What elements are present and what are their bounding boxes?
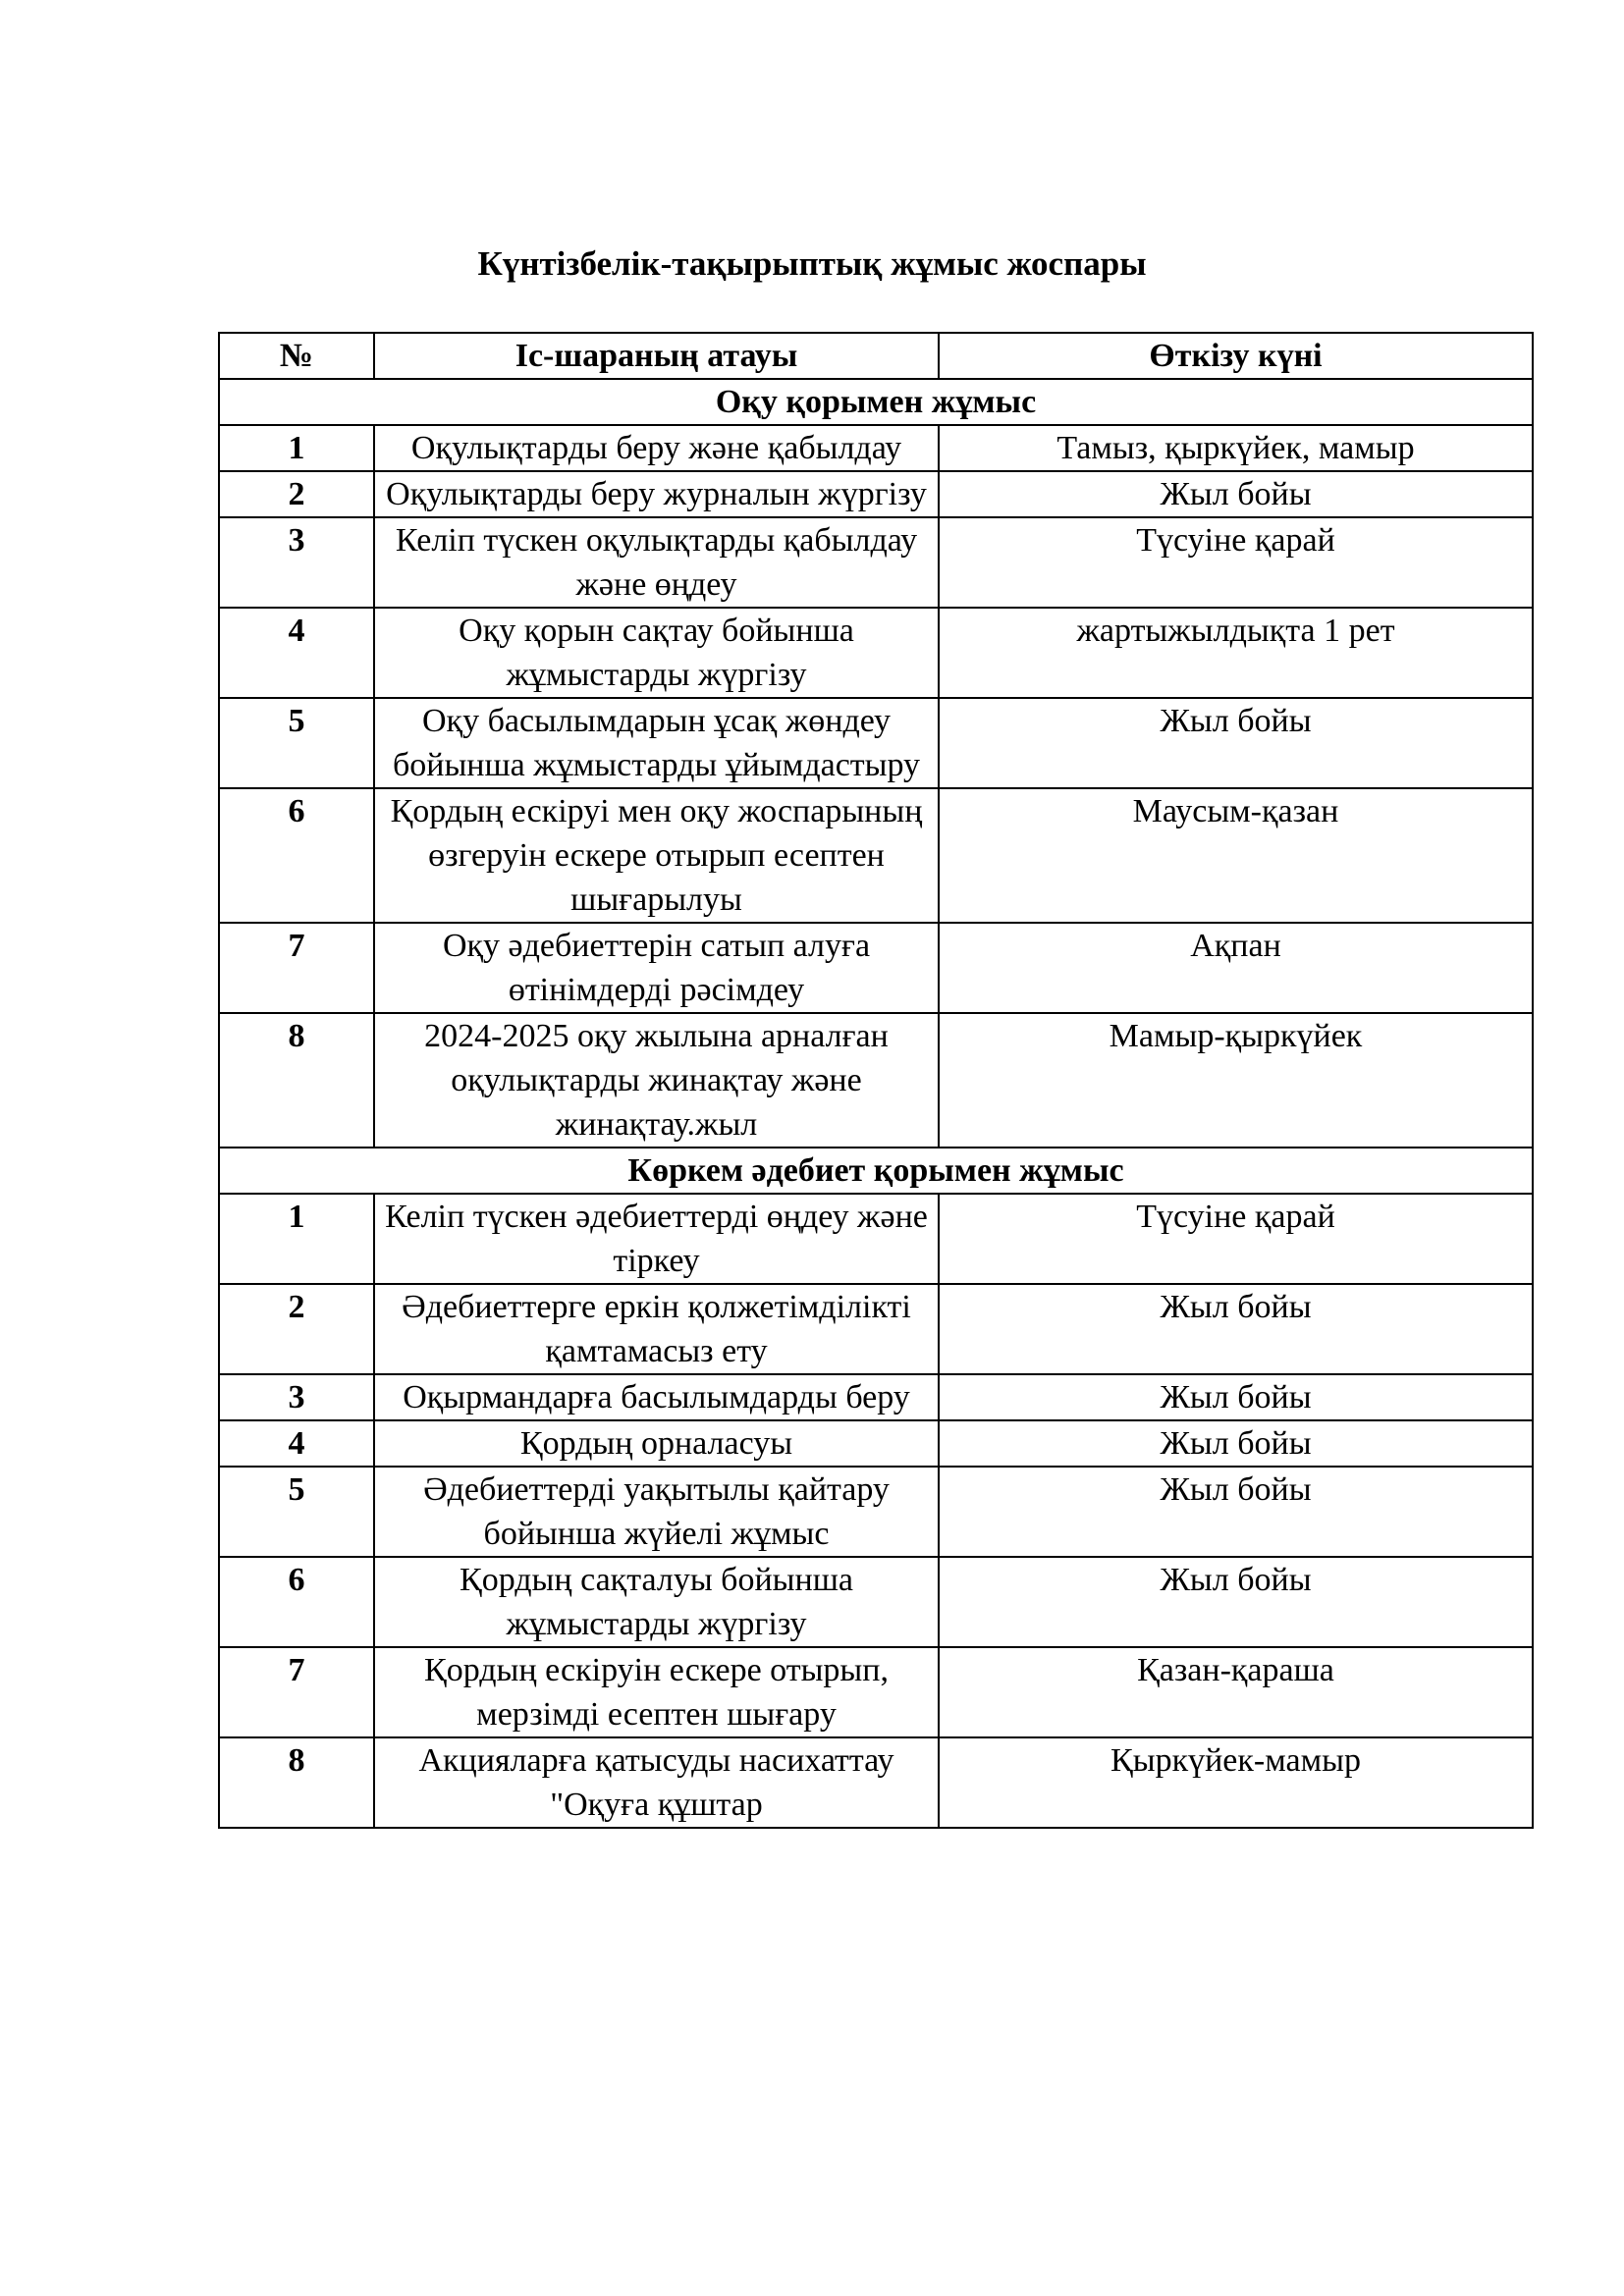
header-number: № [219,333,374,379]
row-event-name: Қордың ескіруін ескере отырып, мерзімді есептен шығару [374,1647,939,1737]
table-row [219,1737,1533,1828]
table-row [219,1013,1533,1148]
table-row [219,608,1533,698]
work-plan-table [218,332,1534,1829]
row-number: 1 [219,425,374,471]
row-number: 2 [219,1284,374,1374]
row-number: 8 [219,1013,374,1148]
row-number: 6 [219,788,374,923]
row-date: Түсуіне қарай [939,517,1533,608]
row-date: Ақпан [939,923,1533,1013]
row-number: 7 [219,923,374,1013]
row-event-name: Әдебиеттерді уақытылы қайтару бойынша жүйелі жұмыс [374,1467,939,1557]
row-date: Жыл бойы [939,471,1533,517]
row-event-name: Оқу әдебиеттерін сатып алуға өтінімдерді рәсімдеу [374,923,939,1013]
row-date: Мамыр-қыркүйек [939,1013,1533,1148]
table-row [219,425,1533,471]
row-event-name: Қордың ескіруі мен оқу жоспарының өзгеруін ескере отырып есептен шығарылуы [374,788,939,923]
row-number: 2 [219,471,374,517]
section-header-row [219,1148,1533,1194]
table-row [219,1374,1533,1420]
section-header-row [219,379,1533,425]
row-event-name: Әдебиеттерге еркін қолжетімділікті қамтамасыз ету [374,1284,939,1374]
row-number: 3 [219,517,374,608]
row-number: 8 [219,1737,374,1828]
row-date: Жыл бойы [939,1467,1533,1557]
table-header-row [219,333,1533,379]
row-event-name: Оқырмандарға басылымдарды беру [374,1374,939,1420]
row-event-name: Оқулықтарды беру және қабылдау [374,425,939,471]
row-date: Жыл бойы [939,698,1533,788]
header-event-name: Іс-шараның атауы [374,333,939,379]
row-date: Тамыз, қыркүйек, мамыр [939,425,1533,471]
row-date: жартыжылдықта 1 рет [939,608,1533,698]
table-body [219,379,1533,1828]
row-number: 5 [219,1467,374,1557]
row-date: Қыркүйек-мамыр [939,1737,1533,1828]
table-row [219,1557,1533,1647]
row-event-name: Оқулықтарды беру журналын жүргізу [374,471,939,517]
row-date: Жыл бойы [939,1557,1533,1647]
row-event-name: Қордың орналасуы [374,1420,939,1467]
table-row [219,1647,1533,1737]
row-date: Түсуіне қарай [939,1194,1533,1284]
row-date: Маусым-қазан [939,788,1533,923]
row-event-name: Келіп түскен оқулықтарды қабылдау және өңдеу [374,517,939,608]
row-date: Жыл бойы [939,1284,1533,1374]
row-number: 5 [219,698,374,788]
row-event-name: Акцияларға қатысуды насихаттау "Оқуға құштар [374,1737,939,1828]
row-event-name: Келіп түскен әдебиеттерді өңдеу және тіркеу [374,1194,939,1284]
section-title: Көркем әдебиет қорымен жұмыс [219,1148,1533,1194]
header-date: Өткізу күні [939,333,1533,379]
row-date: Жыл бойы [939,1374,1533,1420]
row-date: Жыл бойы [939,1420,1533,1467]
row-number: 6 [219,1557,374,1647]
row-number: 1 [219,1194,374,1284]
row-number: 4 [219,608,374,698]
document-title: Күнтізбелік-тақырыптық жұмыс жоспары [477,244,1147,283]
table-row [219,1194,1533,1284]
row-date: Қазан-қараша [939,1647,1533,1737]
table-row [219,923,1533,1013]
row-event-name: 2024-2025 оқу жылына арналған оқулықтарды жинақтау және жинақтау.жыл [374,1013,939,1148]
table-row [219,1420,1533,1467]
table-row [219,788,1533,923]
table-row [219,517,1533,608]
row-event-name: Оқу басылымдарын ұсақ жөндеу бойынша жұмыстарды ұйымдастыру [374,698,939,788]
table-row [219,1467,1533,1557]
table-row [219,471,1533,517]
table-row [219,1284,1533,1374]
section-title: Оқу қорымен жұмыс [219,379,1533,425]
row-event-name: Қордың сақталуы бойынша жұмыстарды жүргізу [374,1557,939,1647]
row-number: 4 [219,1420,374,1467]
table-row [219,698,1533,788]
row-number: 3 [219,1374,374,1420]
row-event-name: Оқу қорын сақтау бойынша жұмыстарды жүргізу [374,608,939,698]
row-number: 7 [219,1647,374,1737]
